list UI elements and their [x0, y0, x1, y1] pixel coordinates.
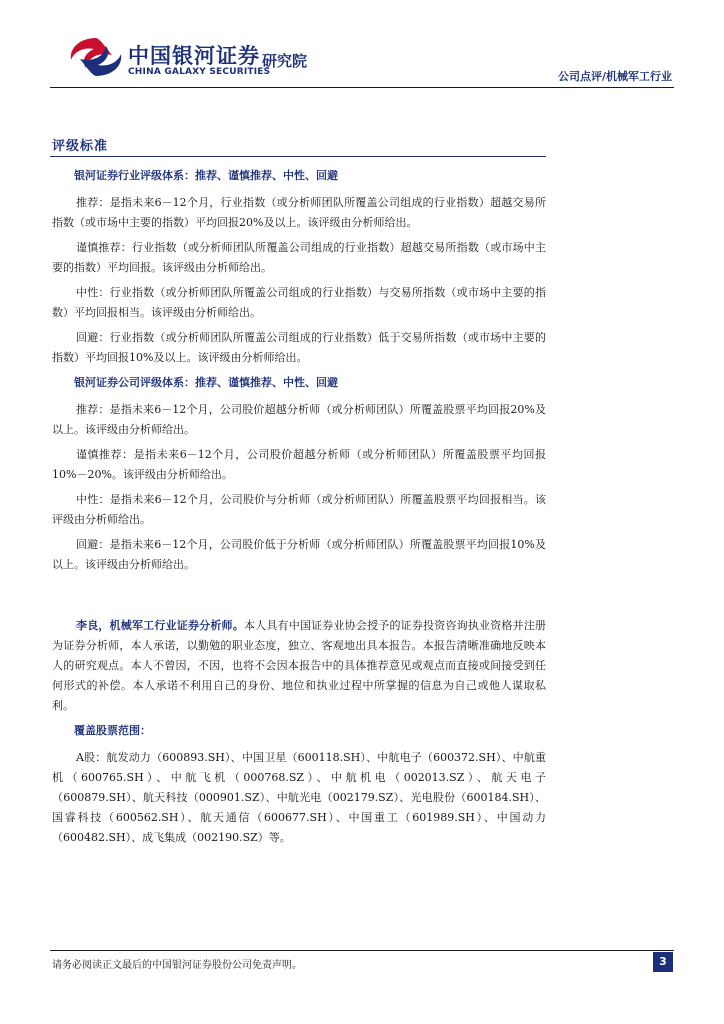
- industry-rating-buy: 推荐：是指未来6－12个月，行业指数（或分析师团队所覆盖公司组成的行业指数）超越交易所指数（或市场中主要的指数）平均回报20%及以上。该评级由分析师给出。: [52, 196, 546, 229]
- industry-rating-avoid: 回避：行业指数（或分析师团队所覆盖公司组成的行业指数）低于交易所指数（或市场中主要的指数）平均回报10%及以上。该评级由分析师给出。: [52, 331, 546, 364]
- galaxy-swirl-logo-icon: [66, 35, 126, 79]
- company-rating-buy: 推荐：是指未来6－12个月，公司股价超越分析师（或分析师团队）所覆盖股票平均回报20%及以上。该评级由分析师给出。: [52, 403, 546, 436]
- page-header: [0, 0, 724, 95]
- spacer: [52, 580, 546, 616]
- coverage-list: A股：航发动力（600893.SH）、中国卫星（600118.SH）、中航电子（600372.SH）、中航重机（600765.SH）、中航飞机（000768.SZ）、中航机电（002013.SZ）、航天电子（600879.SH）、航天科技（000901.SZ）、中航光电（002179.SZ）、光电股份（600184.SH）、国睿科技（600562.SH）、航天通信（600677.SH）、中国重工（601989.SH）、中国动力（600482.SH）、成飞集成（002190.SZ）等。: [52, 751, 546, 844]
- analyst-name: 李良，机械军工行业证券分析师。: [76, 619, 244, 632]
- company-rating-neutral: 中性：是指未来6－12个月，公司股价与分析师（或分析师团队）所覆盖股票平均回报相当。该评级由分析师给出。: [52, 493, 546, 526]
- industry-rating-heading: 银河证券行业评级体系：推荐、谨慎推荐、中性、回避: [74, 169, 338, 182]
- company-rating-avoid: 回避：是指未来6－12个月，公司股价低于分析师（或分析师团队）所覆盖股票平均回报10%及以上。该评级由分析师给出。: [52, 538, 546, 571]
- section-title: 评级标准: [52, 139, 109, 154]
- main-content: [52, 166, 546, 853]
- document-type: 公司点评/机械军工行业: [557, 70, 672, 83]
- analyst-statement-paragraph: [52, 616, 546, 716]
- section-divider: [50, 156, 546, 157]
- brand-name-chinese: 中国银河证券: [128, 44, 260, 68]
- company-rating-heading: 银河证券公司评级体系：推荐、谨慎推荐、中性、回避: [74, 376, 338, 389]
- coverage-title: 覆盖股票范围：: [74, 724, 151, 737]
- analyst-statement: 本人具有中国证券业协会授予的证券投资咨询执业资格并注册为证券分析师，本人承诺，以勤勉的职业态度，独立、客观地出具本报告。本报告清晰准确地反映本人的研究观点。本人不曾因，不因，也将不会因本报告中的具体推荐意见或观点而直接或间接受到任何形式的补偿。本人承诺不利用自己的身份、地位和执业过程中所掌握的信息为自己或他人谋取私利。: [52, 619, 547, 712]
- industry-rating-cautious-buy: 谨慎推荐：行业指数（或分析师团队所覆盖公司组成的行业指数）超越交易所指数（或市场中主要的指数）平均回报。该评级由分析师给出。: [52, 241, 546, 274]
- page-number: 3: [653, 952, 673, 972]
- company-rating-cautious-buy: 谨慎推荐：是指未来6－12个月，公司股价超越分析师（或分析师团队）所覆盖股票平均回报10%－20%。该评级由分析师给出。: [52, 448, 546, 481]
- footer-divider: [50, 950, 674, 951]
- industry-rating-neutral: 中性：行业指数（或分析师团队所覆盖公司组成的行业指数）与交易所指数（或市场中主要的指数）平均回报相当。该评级由分析师给出。: [52, 286, 546, 319]
- brand-name-english: CHINA GALAXY SECURITIES: [128, 67, 271, 77]
- header-divider: [50, 87, 674, 88]
- institute-name: 研究院: [262, 52, 308, 70]
- disclaimer-note: 请务必阅读正文最后的中国银河证券股份公司免责声明。: [52, 960, 302, 971]
